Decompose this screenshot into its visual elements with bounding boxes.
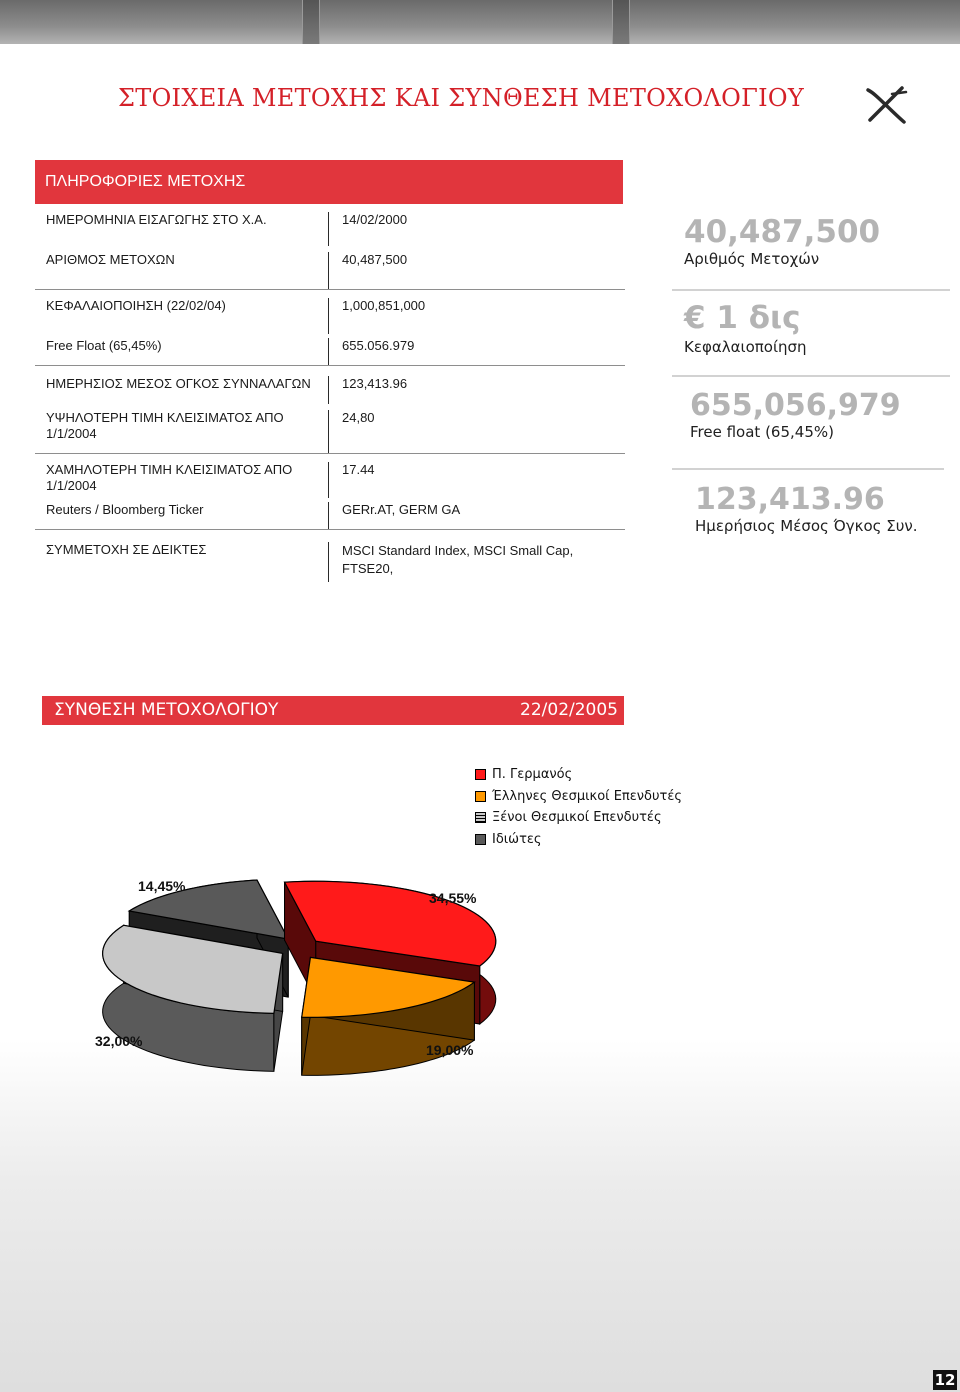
- pie-data-label: 14,45%: [138, 878, 186, 894]
- info-label: ΣΥΜΜΕΤΟΧΗ ΣΕ ΔΕΙΚΤΕΣ: [46, 542, 207, 557]
- info-value: 14/02/2000: [328, 212, 625, 246]
- info-value: 40,487,500: [328, 252, 625, 289]
- pie-data-label: 32,00%: [95, 1033, 143, 1049]
- stat-caption: Κεφαλαιοποίηση: [684, 338, 807, 356]
- composition-title: ΣΥΝΘΕΣΗ ΜΕΤΟΧΟΛΟΓΙΟΥ: [54, 700, 279, 720]
- info-label: ΥΨΗΛΟΤΕΡΗ ΤΙΜΗ ΚΛΕΙΣΙΜΑΤΟΣ ΑΠΟ 1/1/2004: [46, 410, 284, 441]
- info-label: ΧΑΜΗΛΟΤΕΡΗ ΤΙΜΗ ΚΛΕΙΣΙΜΑΤΟΣ ΑΠΟ 1/1/2004: [46, 462, 293, 493]
- stat-value: 40,487,500: [684, 214, 881, 250]
- stat-caption: Free float (65,45%): [690, 423, 834, 441]
- info-label: Free Float (65,45%): [46, 338, 162, 353]
- info-value: 655.056.979: [328, 338, 625, 365]
- legend-label: Έλληνες Θεσμικοί Επενδυτές: [492, 788, 682, 804]
- page-title: ΣΤΟΙΧΕΙΑ ΜΕΤΟΧΗΣ ΚΑΙ ΣΥΝΘΕΣΗ ΜΕΤΟΧΟΛΟΓΙΟΥ: [118, 84, 804, 112]
- info-section-header: ΠΛΗΡΟΦΟΡΙΕΣ ΜΕΤΟΧΗΣ: [35, 160, 623, 204]
- legend-label: Ξένοι Θεσμικοί Επενδυτές: [492, 810, 662, 826]
- legend-label: Π. Γερμανός: [492, 767, 573, 783]
- info-value: 123,413.96: [328, 376, 625, 404]
- info-label: ΗΜΕΡΗΣΙΟΣ ΜΕΣΟΣ ΟΓΚΟΣ ΣΥΝΝΑΛΑΓΩΝ: [46, 376, 311, 391]
- page-number: 12: [934, 1371, 956, 1389]
- stat-caption: Αριθμός Μετοχών: [684, 250, 820, 268]
- pie-data-label: 34,55%: [429, 890, 477, 906]
- info-label: ΗΜΕΡΟΜΗΝΙΑ ΕΙΣΑΓΩΓΗΣ ΣΤΟ Χ.Α.: [46, 212, 267, 227]
- stat-value: € 1 δις: [684, 300, 801, 336]
- pie-data-label: 19,00%: [426, 1042, 474, 1058]
- info-value: 24,80: [328, 410, 625, 453]
- stat-value: 655,056,979: [690, 388, 901, 423]
- info-label: ΚΕΦΑΛΑΙΟΠΟΙΗΣΗ (22/02/04): [46, 298, 226, 313]
- composition-date: 22/02/2005: [520, 700, 618, 720]
- stat-value: 123,413.96: [695, 482, 885, 517]
- info-label: Reuters / Bloomberg Ticker: [46, 502, 204, 517]
- info-value: 17.44: [328, 462, 625, 498]
- legend-label: Ιδιώτες: [492, 831, 542, 847]
- info-label: ΑΡΙΘΜΟΣ ΜΕΤΟΧΩΝ: [46, 252, 175, 267]
- info-value: MSCI Standard Index, MSCI Small Cap, FTSE20,: [328, 542, 625, 582]
- stat-caption: Ημερήσιος Μέσος Όγκος Συν.: [695, 517, 918, 535]
- info-value: 1,000,851,000: [328, 298, 625, 334]
- info-value: GERr.AT, GERM GA: [328, 502, 625, 529]
